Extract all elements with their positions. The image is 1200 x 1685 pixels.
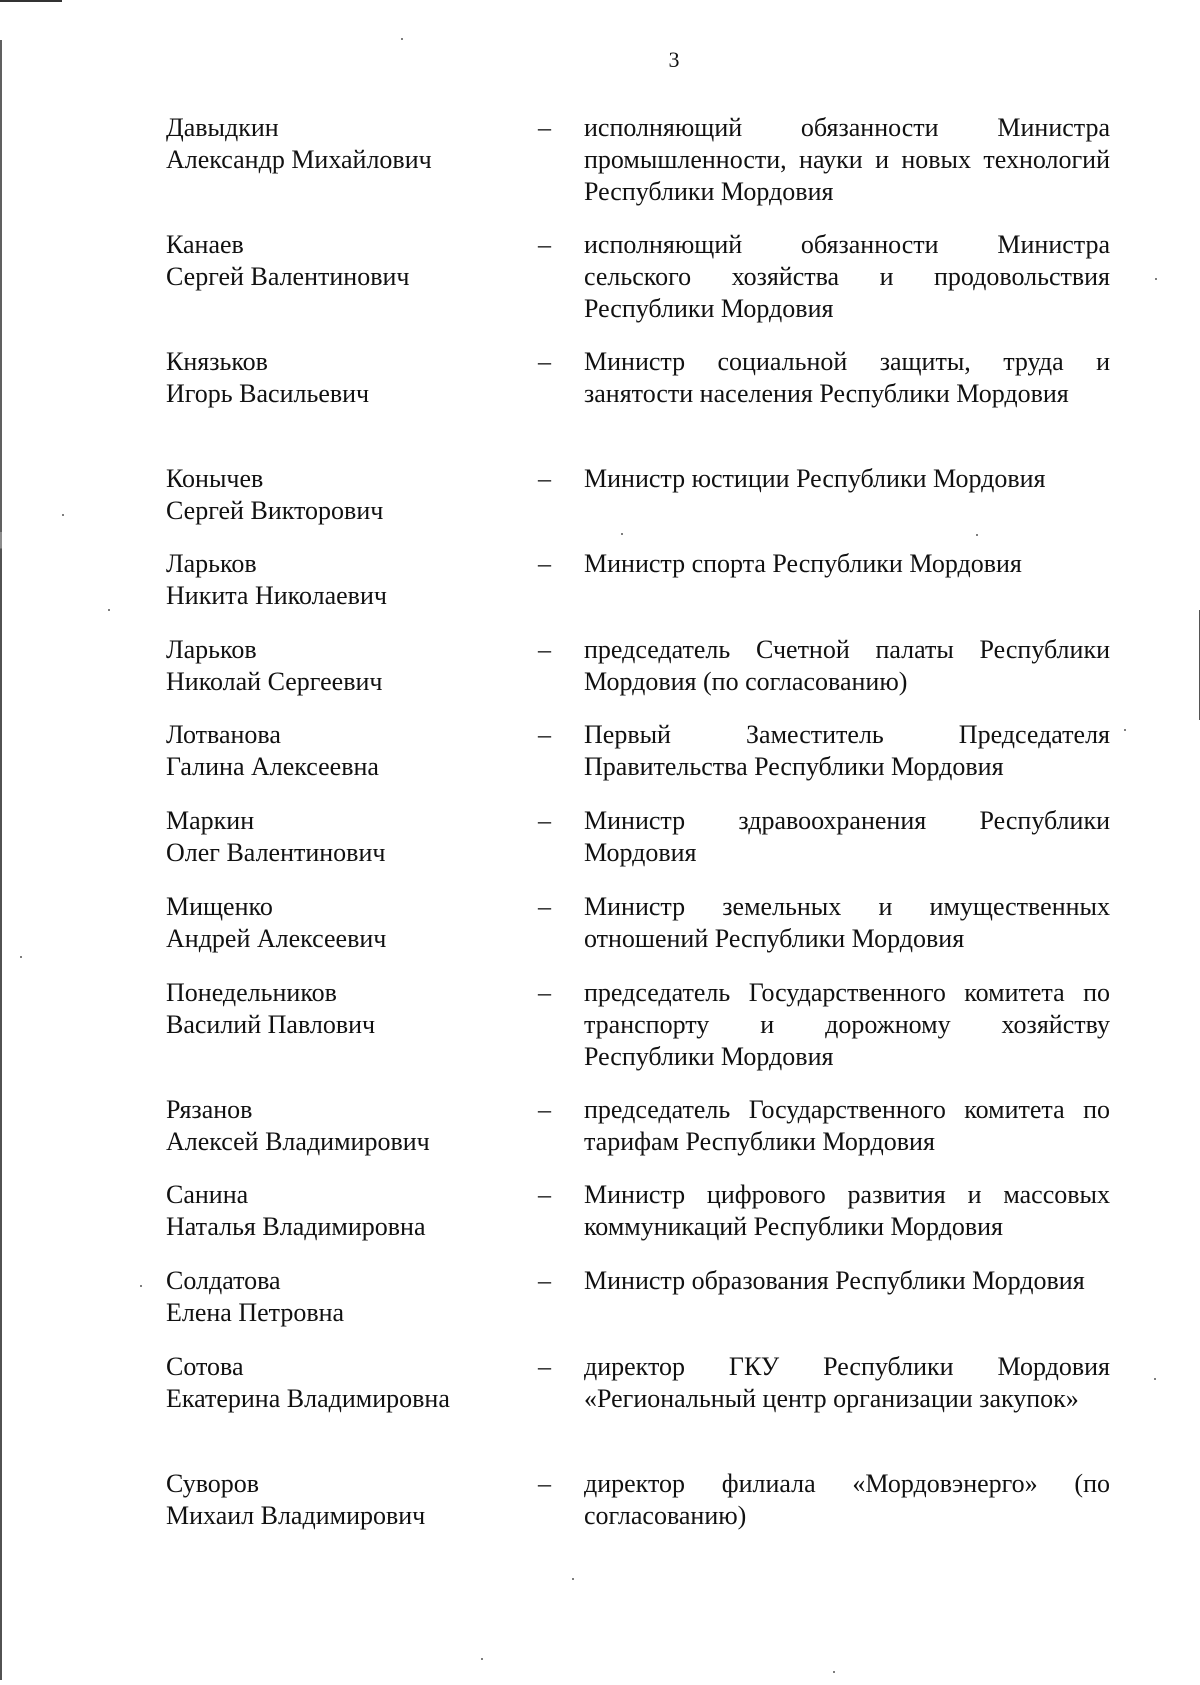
given-names: Олег Валентинович: [166, 838, 386, 867]
dash-separator: –: [538, 1352, 551, 1381]
surname: Канаев: [166, 230, 244, 259]
dash-separator: –: [538, 1469, 551, 1498]
person-name: [166, 1468, 526, 1532]
person-name: [166, 463, 526, 527]
person-name: [166, 1179, 526, 1243]
given-names: Сергей Валентинович: [166, 262, 410, 291]
scan-speck: [1124, 729, 1126, 731]
surname: Князьков: [166, 347, 268, 376]
person-name: [166, 346, 526, 410]
scan-speck: [481, 1658, 483, 1660]
page-number: 3: [668, 47, 680, 72]
surname: Суворов: [166, 1469, 260, 1498]
surname: Санина: [166, 1180, 249, 1209]
scan-speck: [108, 609, 110, 611]
given-names: Екатерина Владимировна: [166, 1384, 450, 1413]
position-title: Министр социальной защиты, труда и занятости населения Республики Мордовия: [584, 347, 1110, 408]
position-title: Министр здравоохранения Республики Мордовия: [584, 806, 1110, 867]
person-name: [166, 634, 526, 698]
dash-separator: –: [538, 720, 551, 749]
given-names: Сергей Викторович: [166, 496, 384, 525]
surname: Понедельников: [166, 978, 337, 1007]
position-title: Министр спорта Республики Мордовия: [584, 549, 1022, 578]
person-name: [166, 1265, 526, 1329]
scan-speck: [621, 533, 623, 535]
dash-separator: –: [538, 1095, 551, 1124]
person-name: [166, 229, 526, 293]
surname: Ларьков: [166, 549, 257, 578]
dash-separator: –: [538, 549, 551, 578]
given-names: Николай Сергеевич: [166, 667, 383, 696]
scan-speck: [20, 956, 22, 958]
position-title: Министр цифрового развития и массовых коммуникаций Республики Мордовия: [584, 1180, 1110, 1241]
position-title: председатель Государственного комитета по тарифам Республики Мордовия: [584, 1095, 1110, 1156]
dash-separator: –: [538, 635, 551, 664]
given-names: Андрей Алексеевич: [166, 924, 387, 953]
scan-speck: [1155, 278, 1157, 280]
dash-separator: –: [538, 347, 551, 376]
scan-speck: [572, 1578, 574, 1580]
surname: Конычев: [166, 464, 264, 493]
scan-speck: [140, 1285, 142, 1287]
position-title: исполняющий обязанности Министра промышленности, науки и новых технологий Республики Мордовия: [584, 113, 1110, 206]
person-name: [166, 1351, 526, 1415]
given-names: Елена Петровна: [166, 1298, 345, 1327]
scan-speck: [1154, 1378, 1156, 1380]
position-title: директор филиала «Мордовэнерго» (по согласованию): [584, 1469, 1110, 1530]
surname: Лотванова: [166, 720, 281, 749]
surname: Давыдкин: [166, 113, 279, 142]
person-name: [166, 112, 526, 176]
given-names: Алексей Владимирович: [166, 1127, 430, 1156]
dash-separator: –: [538, 978, 551, 1007]
dash-separator: –: [538, 113, 551, 142]
dash-separator: –: [538, 806, 551, 835]
scan-speck: [976, 534, 978, 536]
position-title: Министр юстиции Республики Мордовия: [584, 464, 1046, 493]
given-names: Наталья Владимировна: [166, 1212, 426, 1241]
person-name: [166, 805, 526, 869]
position-title: Министр земельных и имущественных отношений Республики Мордовия: [584, 892, 1110, 953]
dash-separator: –: [538, 1266, 551, 1295]
person-name: [166, 977, 526, 1041]
given-names: Василий Павлович: [166, 1010, 376, 1039]
position-title: Министр образования Республики Мордовия: [584, 1266, 1085, 1295]
given-names: Галина Алексеевна: [166, 752, 379, 781]
dash-separator: –: [538, 1180, 551, 1209]
position-title: председатель Государственного комитета по транспорту и дорожному хозяйству Республики Мордовия: [584, 978, 1110, 1071]
given-names: Михаил Владимирович: [166, 1501, 426, 1530]
position-title: исполняющий обязанности Министра сельского хозяйства и продовольствия Республики Мордовия: [584, 230, 1110, 323]
surname: Маркин: [166, 806, 255, 835]
surname: Солдатова: [166, 1266, 281, 1295]
scan-speck: [401, 38, 403, 40]
surname: Мищенко: [166, 892, 273, 921]
dash-separator: –: [538, 464, 551, 493]
person-name: [166, 548, 526, 612]
person-name: [166, 719, 526, 783]
scan-speck: [62, 514, 64, 516]
dash-separator: –: [538, 230, 551, 259]
position-title: председатель Счетной палаты Республики Мордовия (по согласованию): [584, 635, 1110, 696]
given-names: Никита Николаевич: [166, 581, 387, 610]
person-name: [166, 1094, 526, 1158]
position-title: директор ГКУ Республики Мордовия «Региональный центр организации закупок»: [584, 1352, 1110, 1413]
given-names: Александр Михайлович: [166, 145, 432, 174]
person-name: [166, 891, 526, 955]
scan-speck: [833, 1671, 835, 1673]
surname: Сотова: [166, 1352, 244, 1381]
surname: Ларьков: [166, 635, 257, 664]
surname: Рязанов: [166, 1095, 253, 1124]
dash-separator: –: [538, 892, 551, 921]
position-title: Первый Заместитель Председателя Правительства Республики Мордовия: [584, 720, 1110, 781]
given-names: Игорь Васильевич: [166, 379, 370, 408]
